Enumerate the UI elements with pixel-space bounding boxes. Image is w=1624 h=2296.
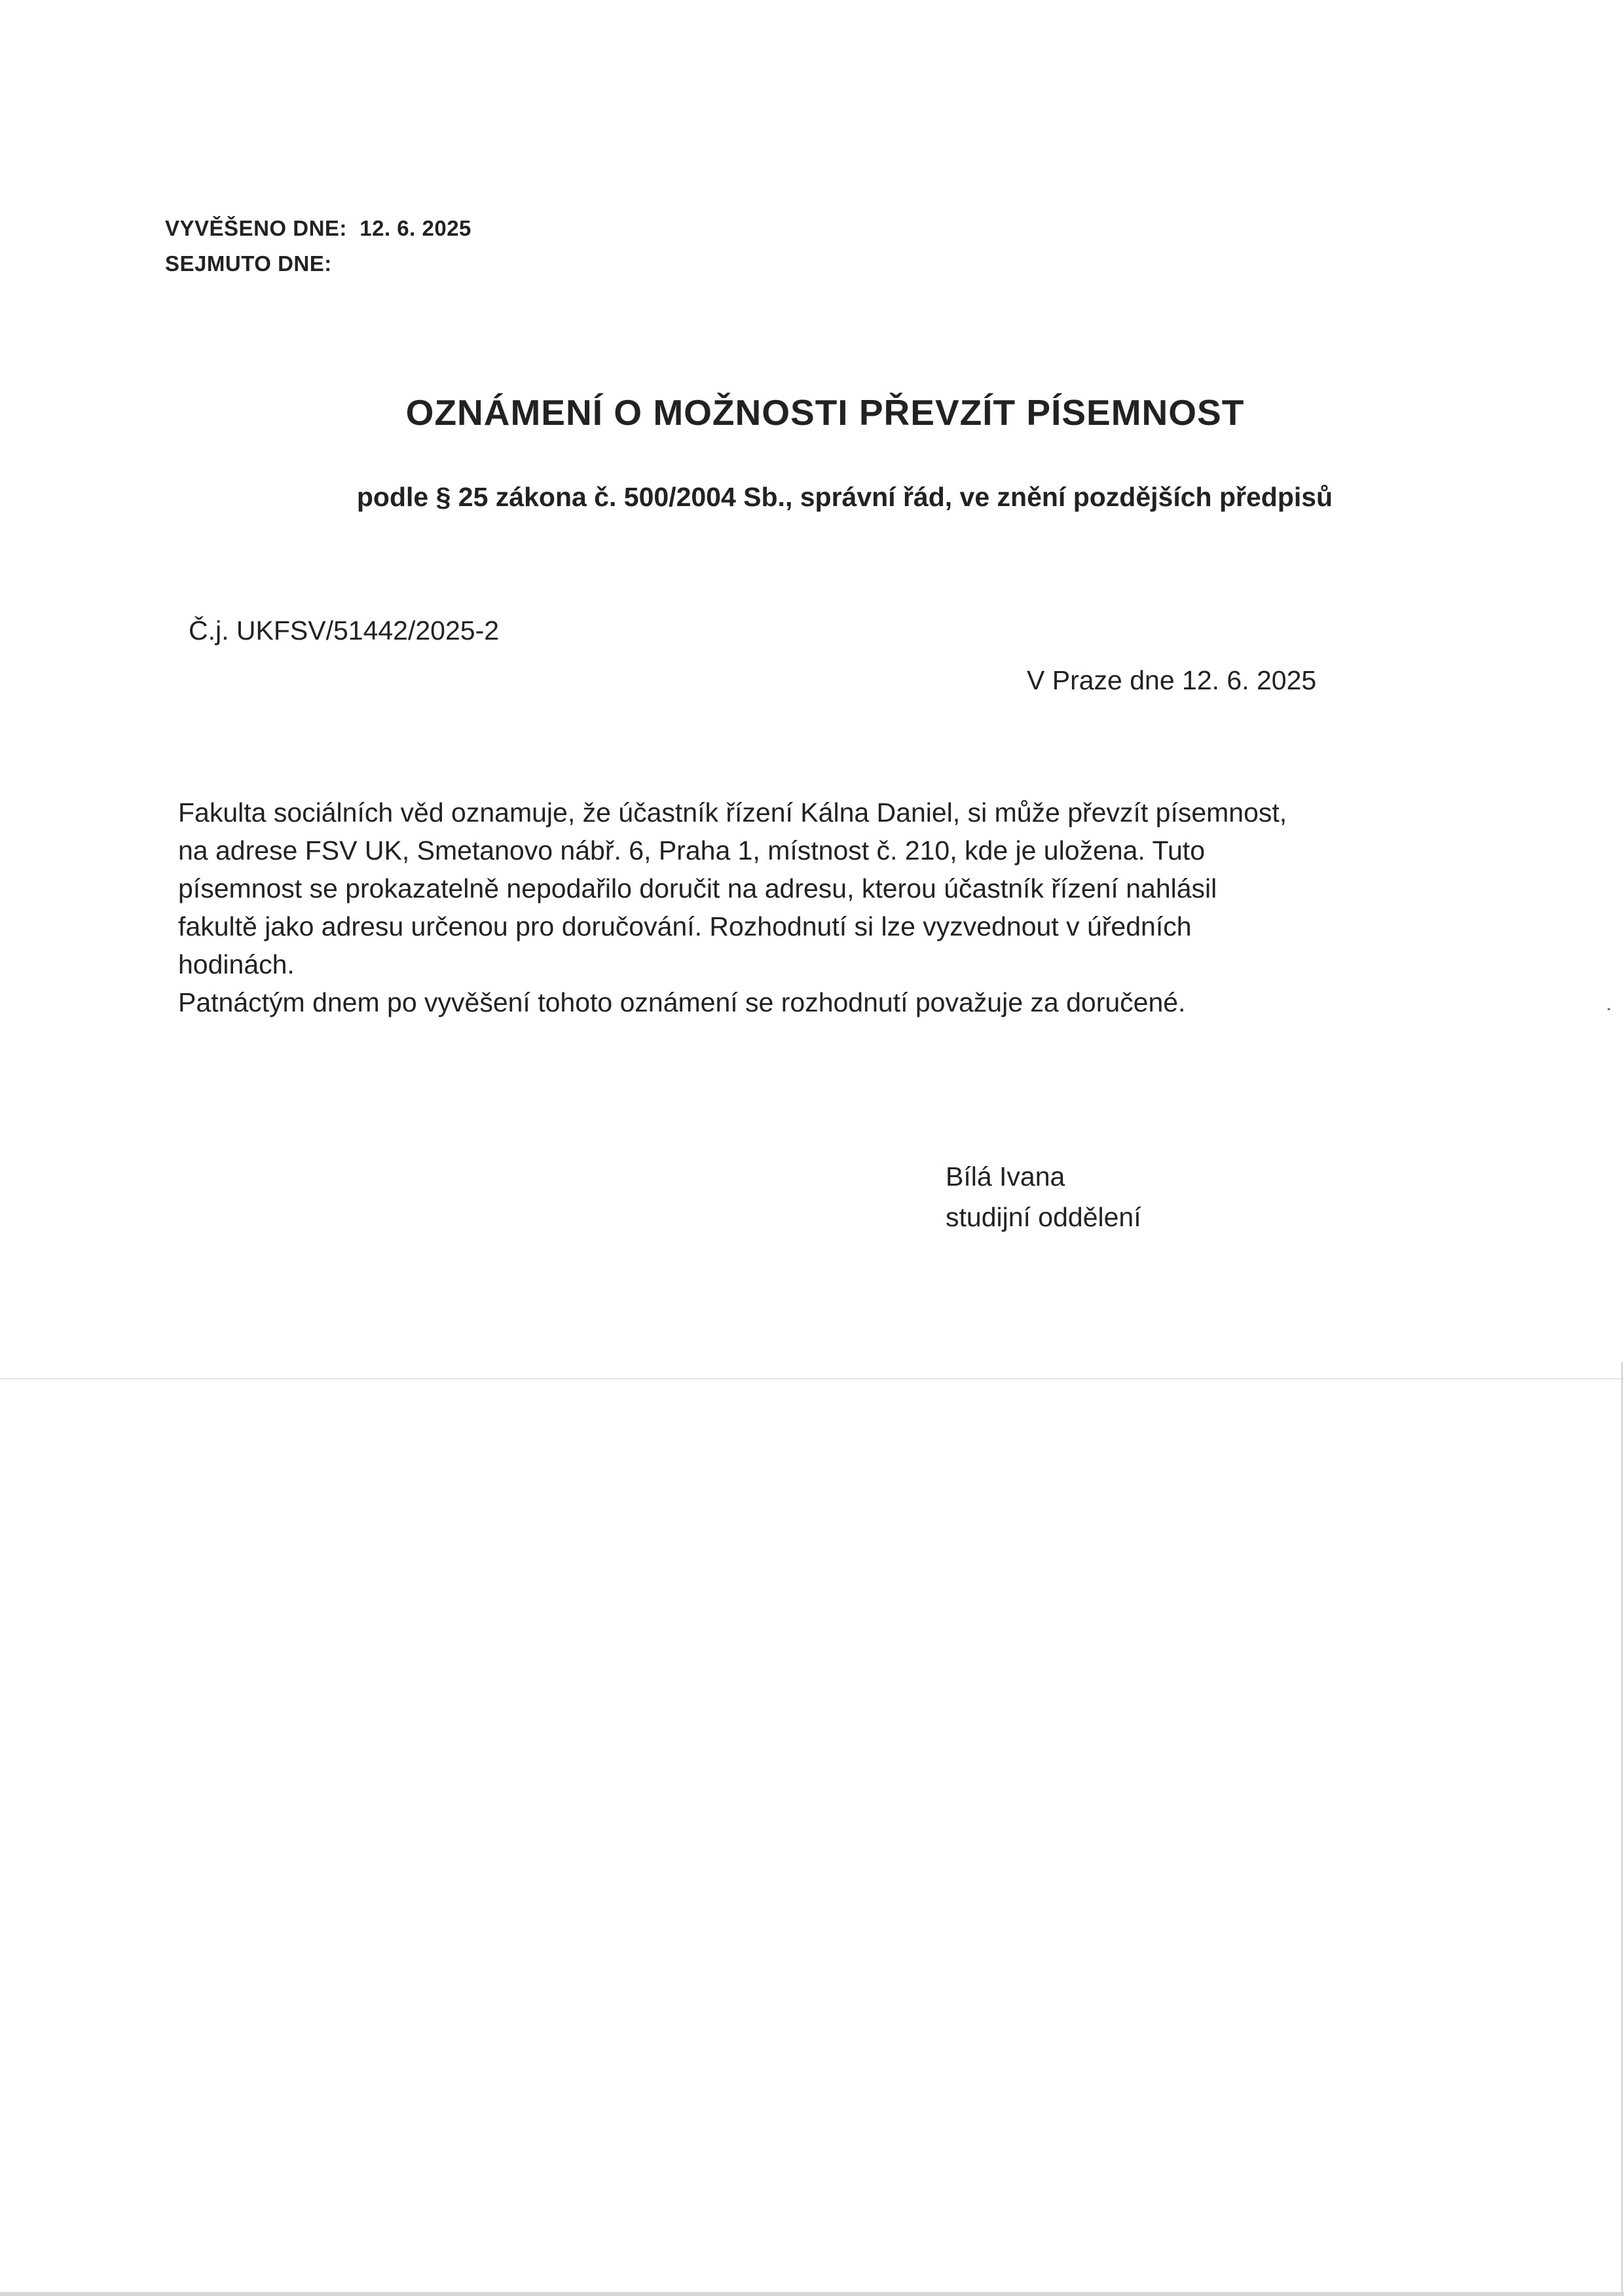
body-line: fakultě jako adresu určenou pro doručování. Rozhodnutí si lze vyzvednout v úředních xyxy=(178,911,1192,941)
body-line: Patnáctým dnem po vyvěšení tohoto oznámení se rozhodnutí považuje za doručené. xyxy=(178,987,1186,1017)
document-subtitle: podle § 25 zákona č. 500/2004 Sb., správní řád, ve znění pozdějších předpisů xyxy=(356,482,1333,512)
body-line: Fakulta sociálních věd oznamuje, že účastník řízení Kálna Daniel, si může převzít písemnost, xyxy=(178,797,1287,828)
scan-speck xyxy=(1608,1008,1610,1010)
body-line: hodinách. xyxy=(178,949,295,979)
removed-row xyxy=(165,246,471,282)
posted-date: 12. 6. 2025 xyxy=(360,216,471,240)
document-title: OZNÁMENÍ O MOŽNOSTI PŘEVZÍT PÍSEMNOST xyxy=(405,392,1245,433)
body-line: na adrese FSV UK, Smetanovo nábř. 6, Praha 1, místnost č. 210, kde je uložena. Tuto xyxy=(178,835,1205,866)
posted-row xyxy=(165,211,471,246)
body-line: písemnost se prokazatelně nepodařilo doručit na adresu, kterou účastník řízení nahlásil xyxy=(178,873,1217,903)
signer-name: Bílá Ivana xyxy=(946,1161,1065,1192)
place-date: V Praze dne 12. 6. 2025 xyxy=(1027,665,1317,695)
scan-edge-bottom xyxy=(0,2292,1624,2296)
body-paragraph xyxy=(178,793,1462,1021)
fold-line xyxy=(0,1378,1624,1379)
signature-block xyxy=(946,1156,1141,1237)
scan-edge-right xyxy=(1621,1362,1623,2296)
reference-number: Č.j. UKFSV/51442/2025-2 xyxy=(189,615,500,646)
signer-department: studijní oddělení xyxy=(946,1202,1141,1232)
posting-info xyxy=(165,211,471,282)
removed-label: SEJMUTO DNE: xyxy=(165,251,332,276)
posted-label: VYVĚŠENO DNE: xyxy=(165,216,347,240)
